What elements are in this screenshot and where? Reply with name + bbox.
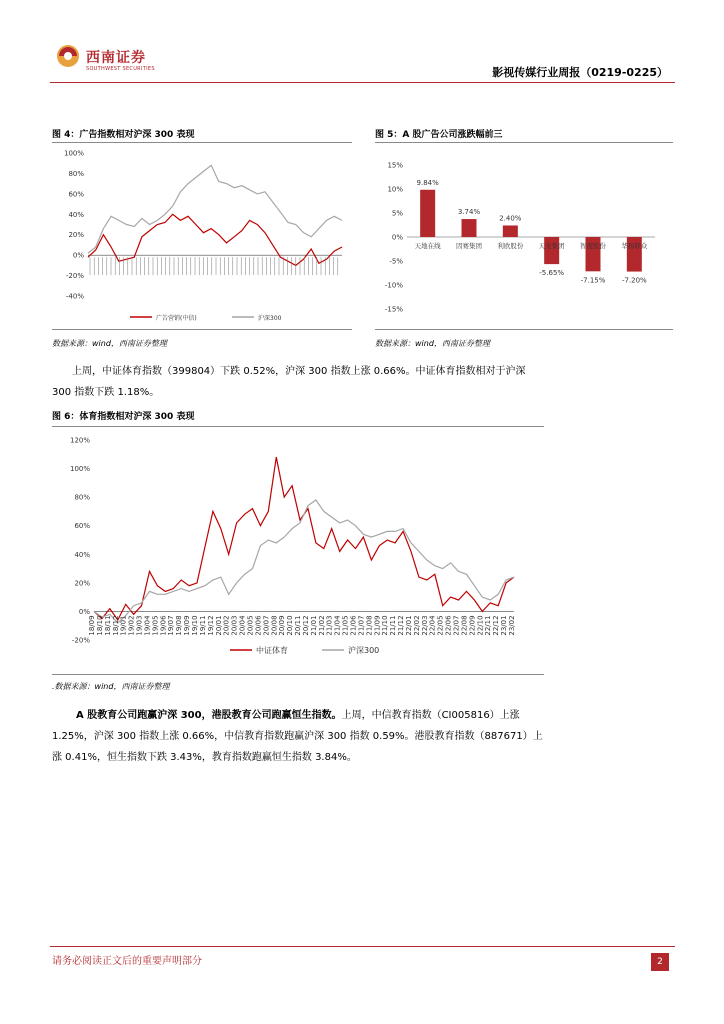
x-tick-label: 19/03	[135, 615, 144, 636]
legend-label-1: 沪深300	[348, 646, 380, 655]
category-label-1: 因赛集团	[456, 242, 482, 250]
page-number: 2	[651, 953, 669, 971]
y-tick-label: 40%	[74, 550, 90, 559]
legend-label-1: 沪深300	[258, 315, 282, 322]
figure4-line-chart	[52, 143, 352, 329]
x-tick-label: 19/02	[127, 615, 136, 636]
y-tick-label: 5%	[391, 209, 403, 218]
data-label-1: 3.74%	[457, 208, 481, 217]
y-tick-label: 100%	[63, 149, 84, 158]
y-tick-label: -5%	[389, 257, 403, 266]
figure6-top-rule	[52, 426, 544, 427]
y-tick-label: -20%	[65, 272, 84, 281]
x-tick-label: 20/12	[301, 615, 310, 636]
series-line-0	[88, 214, 342, 265]
x-tick-label: 22/10	[476, 615, 485, 636]
x-tick-label: 19/09	[183, 615, 192, 636]
x-tick-label: 19/06	[159, 615, 168, 636]
x-tick-label: 22/06	[444, 615, 453, 636]
x-tick-label: 20/03	[230, 615, 239, 636]
figure6-line-chart	[52, 428, 544, 668]
x-tick-label: 23/01	[500, 615, 509, 636]
x-tick-label: 21/08	[365, 615, 374, 636]
y-tick-label: 120%	[69, 436, 90, 445]
x-tick-label: 21/04	[333, 615, 342, 636]
figure5-bar-chart	[375, 143, 673, 329]
legend-label-0: 中证体育	[256, 646, 288, 655]
y-tick-label: 60%	[74, 522, 90, 531]
figure6-bottom-rule	[52, 674, 544, 675]
x-tick-label: 18/10	[95, 615, 104, 636]
x-tick-label: 19/01	[119, 615, 128, 636]
x-tick-label: 19/07	[167, 615, 176, 636]
x-tick-label: 18/09	[88, 615, 96, 636]
paragraph-education	[52, 705, 544, 768]
data-label-5: -7.20%	[621, 276, 647, 285]
x-tick-label: 22/08	[460, 615, 469, 636]
y-tick-label: 15%	[387, 161, 403, 170]
x-tick-label: 22/11	[484, 615, 493, 636]
data-label-3: -5.65%	[539, 269, 565, 278]
x-tick-label: 21/05	[341, 615, 350, 636]
x-tick-label: 21/03	[325, 615, 334, 636]
series-line-1	[94, 500, 514, 623]
data-label-4: -7.15%	[580, 276, 606, 285]
y-tick-label: 0%	[391, 233, 403, 242]
x-tick-label: 21/12	[397, 615, 406, 636]
y-tick-label: 100%	[69, 465, 90, 474]
footer-disclaimer: 请务必阅读正文后的重要声明部分	[52, 956, 202, 967]
paragraph-education-bold: A 股教育公司跑赢沪深 300，港股教育公司跑赢恒生指数。	[76, 710, 342, 721]
series-line-0	[94, 457, 514, 620]
y-tick-label: 20%	[74, 579, 90, 588]
x-tick-label: 22/02	[412, 615, 421, 636]
x-tick-label: 20/10	[286, 615, 295, 636]
x-tick-label: 20/07	[262, 615, 271, 636]
x-tick-label: 20/01	[214, 615, 223, 636]
x-tick-label: 21/10	[381, 615, 390, 636]
x-tick-label: 20/02	[222, 615, 231, 636]
bar-0	[420, 190, 435, 237]
x-tick-label: 21/06	[349, 615, 358, 636]
category-label-5: 华扬联众	[621, 242, 648, 250]
y-tick-label: -20%	[71, 636, 90, 645]
x-tick-label: 22/01	[404, 615, 413, 636]
series-line-1	[88, 165, 342, 253]
data-label-0: 9.84%	[416, 178, 439, 187]
logo-text-en: SOUTHWEST SECURITIES	[86, 66, 155, 72]
x-tick-label: 20/09	[278, 615, 287, 636]
legend-label-0: 广告营销(中信)	[156, 315, 197, 322]
y-tick-label: 80%	[68, 169, 84, 178]
x-tick-label: 19/08	[175, 615, 184, 636]
y-tick-label: 10%	[387, 185, 403, 194]
x-tick-label: 19/11	[198, 615, 207, 636]
x-tick-label: 22/09	[468, 615, 477, 636]
figure6-source: .数据来源：wind，西南证券整理	[52, 682, 170, 691]
x-tick-label: 23/02	[508, 615, 516, 636]
x-tick-label: 21/07	[357, 615, 366, 636]
x-tick-label: 22/04	[428, 615, 437, 636]
figure5-bottom-rule	[375, 329, 673, 330]
figure6-title: 图 6：体育指数相对沪深 300 表现	[52, 412, 195, 422]
x-tick-label: 22/03	[420, 615, 429, 636]
x-tick-label: 19/12	[206, 615, 215, 636]
category-label-3: 天龙集团	[538, 242, 565, 250]
figure5-title: 图 5：A 股广告公司涨跌幅前三	[375, 130, 503, 140]
category-label-4: 智度股份	[580, 242, 606, 250]
y-tick-label: 80%	[74, 493, 90, 502]
x-tick-label: 22/05	[436, 615, 445, 636]
x-tick-label: 20/05	[246, 615, 255, 636]
y-tick-label: -10%	[384, 281, 403, 290]
y-tick-label: 0%	[78, 607, 90, 616]
y-tick-label: 60%	[68, 190, 84, 199]
logo-emblem-icon	[56, 44, 80, 68]
footer-divider	[50, 946, 675, 947]
x-tick-label: 20/04	[238, 615, 247, 636]
x-tick-label: 18/11	[103, 615, 112, 636]
x-tick-label: 19/05	[151, 615, 160, 636]
report-title: 影视传媒行业周报（0219-0225）	[492, 66, 668, 79]
x-tick-label: 18/12	[111, 615, 120, 636]
x-tick-label: 20/06	[254, 615, 263, 636]
x-tick-label: 22/07	[452, 615, 461, 636]
x-tick-label: 22/12	[492, 615, 501, 636]
data-label-2: 2.40%	[499, 214, 522, 223]
x-tick-label: 19/04	[143, 615, 152, 636]
figure4-source: 数据来源：wind，西南证券整理	[52, 339, 167, 348]
paragraph-sports-index: 上周，中证体育指数（399804）下跌 0.52%，沪深 300 指数上涨 0.66%。中证体育指数相对于沪深 300 指数下跌 1.18%。	[52, 366, 526, 398]
x-tick-label: 21/09	[373, 615, 382, 636]
figure4-bottom-rule	[52, 329, 352, 330]
y-tick-label: 0%	[72, 251, 84, 260]
category-label-0: 天地在线	[414, 242, 441, 250]
x-tick-label: 20/11	[294, 615, 303, 636]
bar-1	[462, 219, 477, 237]
x-tick-label: 19/10	[191, 615, 200, 636]
y-tick-label: 40%	[68, 210, 84, 219]
category-label-2: 利欧股份	[497, 242, 524, 250]
y-tick-label: -40%	[65, 292, 84, 301]
x-tick-label: 21/11	[389, 615, 398, 636]
x-tick-label: 21/02	[317, 615, 326, 636]
x-tick-label: 21/01	[309, 615, 318, 636]
logo-text-cn: 西南证券	[86, 50, 146, 66]
bar-2	[503, 225, 518, 237]
figure5-source: 数据来源：wind，西南证券整理	[375, 339, 490, 348]
figure4-title: 图 4：广告指数相对沪深 300 表现	[52, 130, 195, 140]
x-tick-label: 20/08	[270, 615, 279, 636]
y-tick-label: 20%	[68, 231, 84, 240]
y-tick-label: -15%	[384, 305, 403, 314]
paragraph-education-text: 上周，中信教育指数（CI005816）上涨 1.25%，沪深 300 指数上涨 0.66%，中信教育指数跑赢沪深 300 指数 0.59%。港股教育指数（887671）上涨 0.41%，恒生指数下跌 3.43%，教育指数跑赢恒生指数 3.84%。	[52, 710, 543, 763]
header-divider	[50, 82, 675, 83]
